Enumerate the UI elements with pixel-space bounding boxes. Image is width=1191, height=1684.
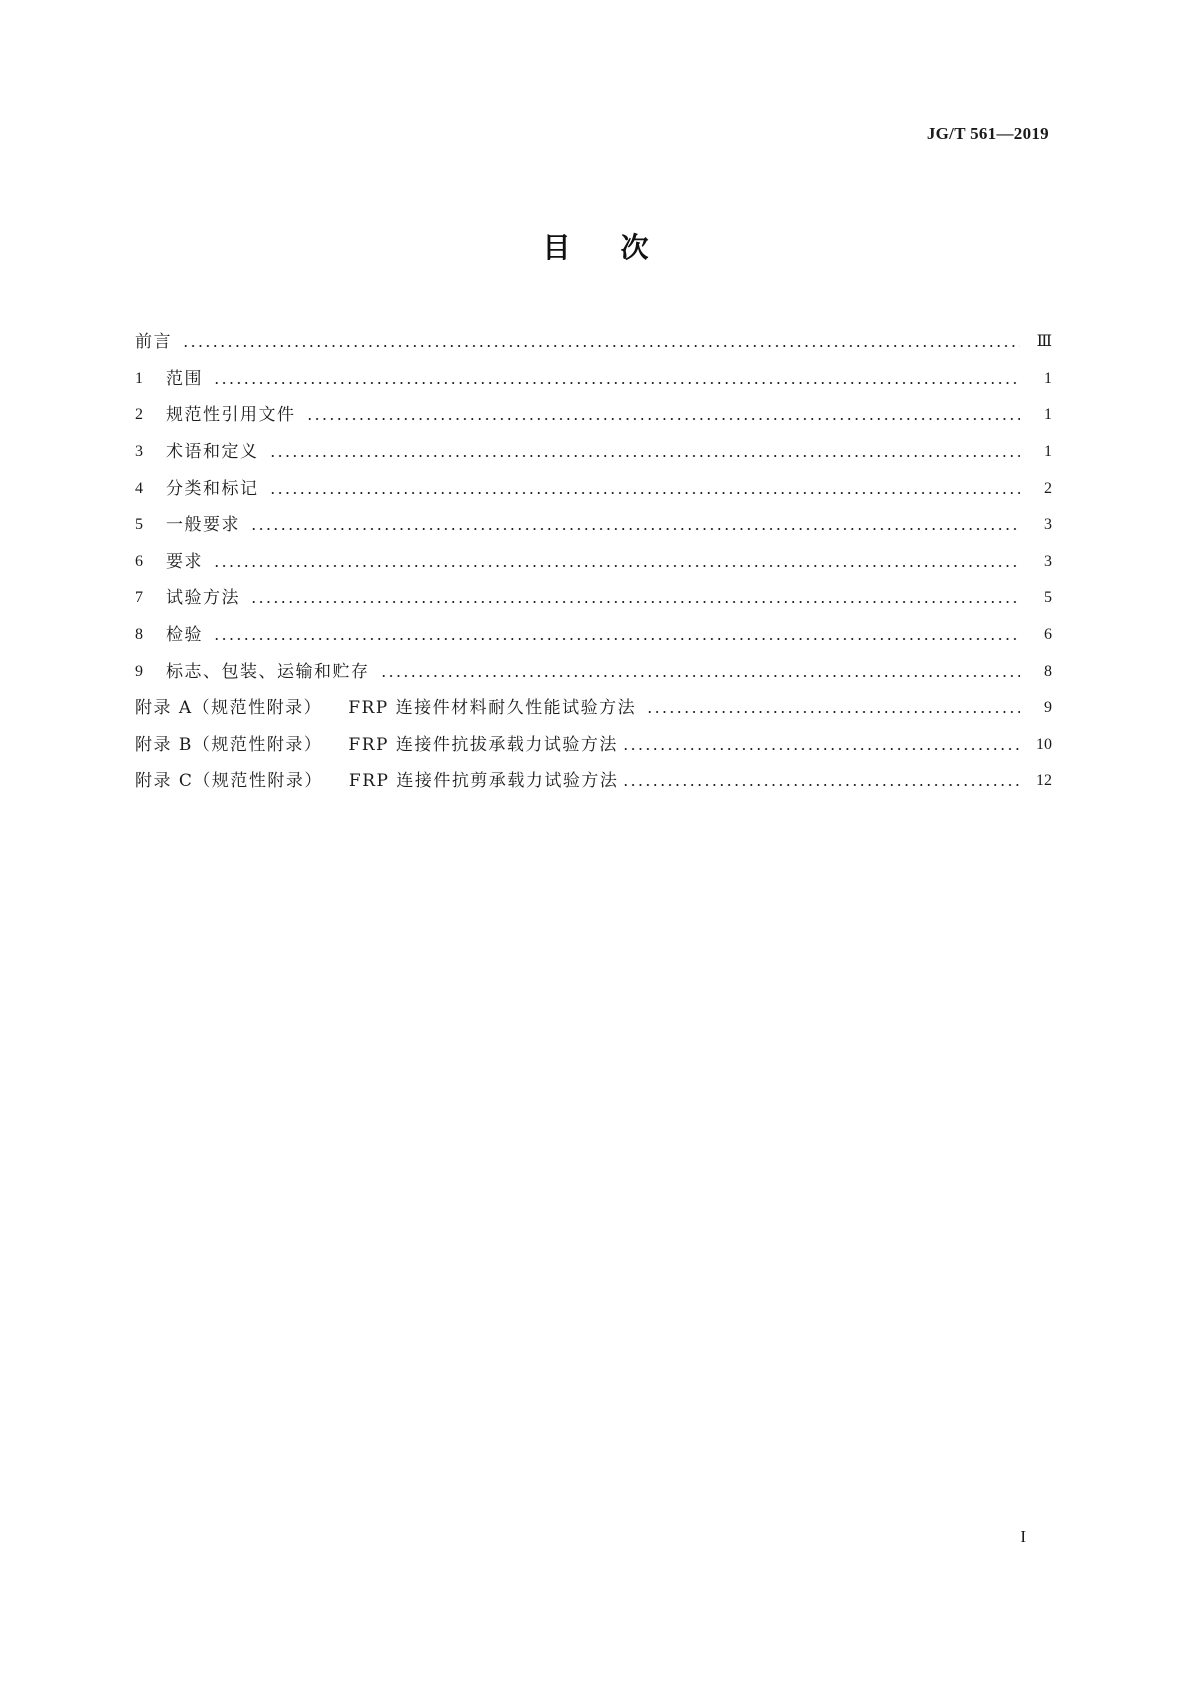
- toc-entry-label: 分类和标记: [166, 478, 259, 499]
- toc-entry-label: FRP 连接件抗拔承载力试验方法: [348, 734, 618, 755]
- toc-entry-page: Ⅲ: [1036, 333, 1052, 351]
- dot-leader: [213, 638, 1020, 640]
- toc-entry-number: 5: [135, 516, 143, 534]
- toc-entry-number: 2: [135, 406, 143, 424]
- toc-entry-appendix-a[interactable]: [135, 690, 1052, 727]
- toc-entry-number: 3: [135, 443, 143, 461]
- toc-entry-page: 3: [1044, 516, 1052, 534]
- toc-entry-page: 6: [1044, 626, 1052, 644]
- toc-entry-foreword[interactable]: [135, 324, 1052, 361]
- toc-entry-page: 2: [1044, 479, 1052, 497]
- toc-entry-page: 1: [1044, 443, 1052, 461]
- appendix-tag: 附录 C（规范性附录）: [135, 771, 323, 792]
- dot-leader: [380, 675, 1021, 677]
- toc-entry-label: 规范性引用文件: [166, 405, 296, 426]
- dot-leader: [213, 382, 1020, 384]
- toc-entry-page: 5: [1044, 589, 1052, 607]
- appendix-tag: 附录 B（规范性附录）: [135, 734, 323, 755]
- toc-entry-4[interactable]: [135, 470, 1052, 507]
- toc-entry-number: 8: [135, 626, 143, 644]
- toc-entry-label: 试验方法: [166, 588, 240, 609]
- toc-entry-label: 前言: [135, 332, 172, 353]
- dot-leader: [306, 418, 1021, 420]
- dot-leader: [182, 345, 1020, 347]
- page-number: I: [1020, 1527, 1026, 1546]
- toc-entry-appendix-c[interactable]: [135, 763, 1052, 800]
- dot-leader: [269, 492, 1021, 494]
- toc-entry-5[interactable]: [135, 507, 1052, 544]
- toc-entry-page: 8: [1044, 662, 1052, 680]
- dot-leader: [213, 565, 1020, 567]
- toc-entry-9[interactable]: [135, 653, 1052, 690]
- dot-leader: [622, 784, 1020, 786]
- toc-entry-page: 9: [1044, 699, 1052, 717]
- toc-entry-1[interactable]: [135, 361, 1052, 398]
- dot-leader: [646, 711, 1020, 713]
- toc-entry-page: 12: [1036, 772, 1052, 790]
- toc-entry-number: 4: [135, 479, 143, 497]
- toc-title: 目次: [542, 231, 699, 264]
- toc-entry-6[interactable]: [135, 544, 1052, 581]
- toc-entry-label: FRP 连接件抗剪承载力试验方法: [348, 771, 619, 792]
- toc-entry-page: 1: [1044, 406, 1052, 424]
- toc-entry-label: FRP 连接件材料耐久性能试验方法: [348, 698, 637, 719]
- toc-entry-number: 1: [135, 369, 143, 387]
- toc-entry-label: 要求: [166, 551, 203, 572]
- toc-entry-number: 6: [135, 552, 143, 570]
- toc-entry-label: 一般要求: [166, 515, 240, 536]
- toc-entry-page: 1: [1044, 369, 1052, 387]
- dot-leader: [250, 528, 1020, 530]
- toc-entry-3[interactable]: [135, 434, 1052, 471]
- toc-entry-7[interactable]: [135, 580, 1052, 617]
- toc-entry-number: 7: [135, 589, 143, 607]
- toc-entry-2[interactable]: [135, 397, 1052, 434]
- toc-entry-number: 9: [135, 662, 143, 680]
- dot-leader: [622, 748, 1020, 750]
- toc-entry-appendix-b[interactable]: [135, 727, 1052, 764]
- toc-entry-label: 标志、包装、运输和贮存: [166, 661, 370, 682]
- toc-entry-8[interactable]: [135, 617, 1052, 654]
- toc-entry-label: 范围: [166, 368, 203, 389]
- toc-entry-label: 术语和定义: [166, 442, 259, 463]
- document-code: JG/T 561—2019: [926, 124, 1049, 143]
- dot-leader: [269, 455, 1021, 457]
- table-of-contents: [135, 324, 1052, 800]
- toc-entry-label: 检验: [166, 625, 203, 646]
- toc-entry-page: 10: [1036, 735, 1052, 753]
- toc-entry-page: 3: [1044, 552, 1052, 570]
- appendix-tag: 附录 A（规范性附录）: [135, 698, 323, 719]
- dot-leader: [250, 601, 1020, 603]
